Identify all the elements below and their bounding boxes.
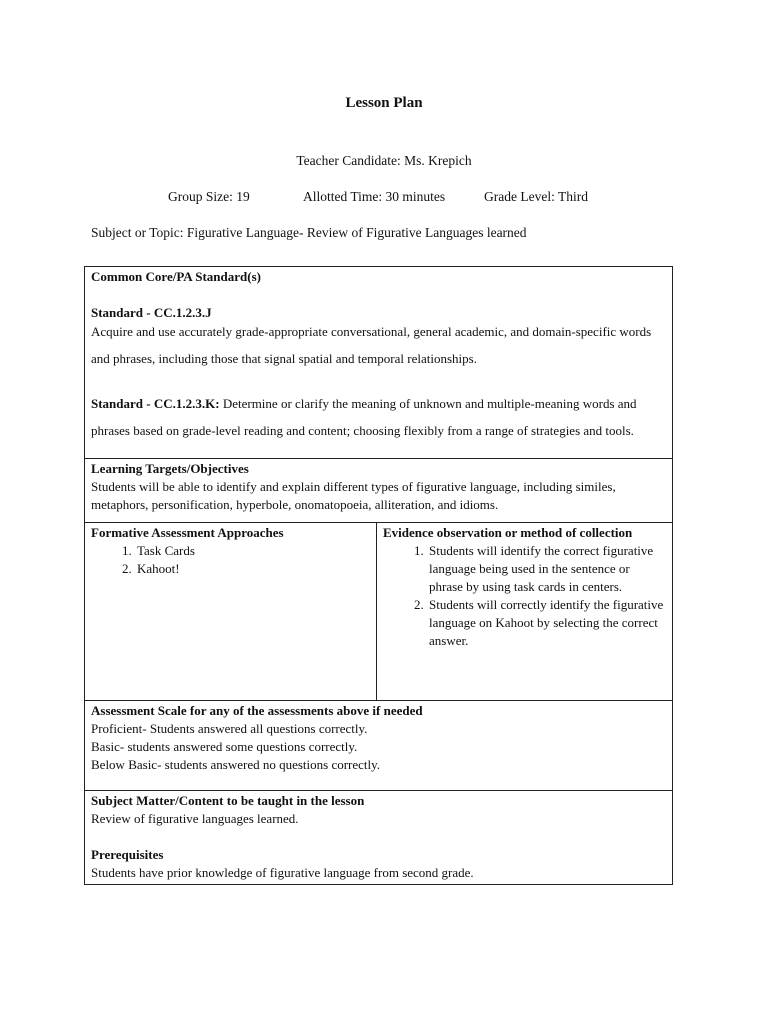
content-text: Review of figurative languages learned. bbox=[91, 811, 299, 826]
objectives-cell bbox=[85, 459, 673, 523]
scale-heading: Assessment Scale for any of the assessments above if needed bbox=[91, 703, 423, 718]
standard-2 bbox=[91, 390, 666, 444]
standard-2-text: Determine or clarify the meaning of unknown and multiple-meaning words and phrases based on grade-level reading and content; choosing flexibly from a range of strategies and tools. bbox=[91, 396, 637, 438]
group-size: Group Size: 19 bbox=[168, 189, 250, 204]
scale-cell bbox=[85, 701, 673, 791]
standards-heading: Common Core/PA Standard(s) bbox=[91, 269, 261, 284]
standard-1-text: Acquire and use accurately grade-appropriate conversational, general academic, and domain-specific words and phrases, including those that signal spatial and temporal relationships. bbox=[91, 324, 652, 366]
list-item: 1. Students will identify the correct figurative language being used in the sentence or phrase by using task cards in centers. bbox=[427, 542, 666, 596]
evidence-heading: Evidence observation or method of collection bbox=[383, 525, 633, 540]
list-item: 2. Kahoot! bbox=[135, 560, 370, 578]
standard-1-label: Standard - CC.1.2.3.J bbox=[91, 305, 212, 320]
objectives-heading: Learning Targets/Objectives bbox=[91, 461, 249, 476]
standards-cell bbox=[85, 267, 673, 459]
prerequisites-heading: Prerequisites bbox=[91, 847, 164, 862]
evidence-cell bbox=[377, 523, 673, 701]
objectives-row bbox=[85, 459, 673, 523]
lesson-plan-table bbox=[84, 266, 673, 885]
scale-line: Below Basic- students answered no questions correctly. bbox=[91, 757, 381, 772]
formative-list bbox=[91, 542, 370, 578]
content-heading: Subject Matter/Content to be taught in the lesson bbox=[91, 793, 365, 808]
standard-2-label: Standard - CC.1.2.3.K: bbox=[91, 396, 220, 411]
prerequisites-text: Students have prior knowledge of figurative language from second grade. bbox=[91, 865, 474, 880]
grade-level: Grade Level: Third bbox=[484, 189, 588, 204]
subject-topic: Subject or Topic: Figurative Language- Review of Figurative Languages learned bbox=[91, 225, 527, 240]
document-title: Lesson Plan bbox=[345, 95, 423, 111]
content-row bbox=[85, 791, 673, 885]
content-cell bbox=[85, 791, 673, 885]
teacher-candidate: Teacher Candidate: Ms. Krepich bbox=[296, 153, 472, 168]
formative-heading: Formative Assessment Approaches bbox=[91, 525, 284, 540]
evidence-list bbox=[383, 542, 666, 650]
allotted-time: Allotted Time: 30 minutes bbox=[303, 189, 446, 204]
list-item: 1. Task Cards bbox=[135, 542, 370, 560]
list-item: 2. Students will correctly identify the figurative language on Kahoot by selecting the correct answer. bbox=[427, 596, 666, 650]
scale-line: Proficient- Students answered all questions correctly. bbox=[91, 721, 368, 736]
assessment-row bbox=[85, 523, 673, 701]
objectives-text: Students will be able to identify and explain different types of figurative language, including similes, metaphors, personification, hyperbole, onomatopoeia, alliteration, and idioms. bbox=[91, 479, 616, 512]
scale-row bbox=[85, 701, 673, 791]
formative-cell bbox=[85, 523, 377, 701]
scale-line: Basic- students answered some questions correctly. bbox=[91, 739, 358, 754]
standards-row bbox=[85, 267, 673, 459]
